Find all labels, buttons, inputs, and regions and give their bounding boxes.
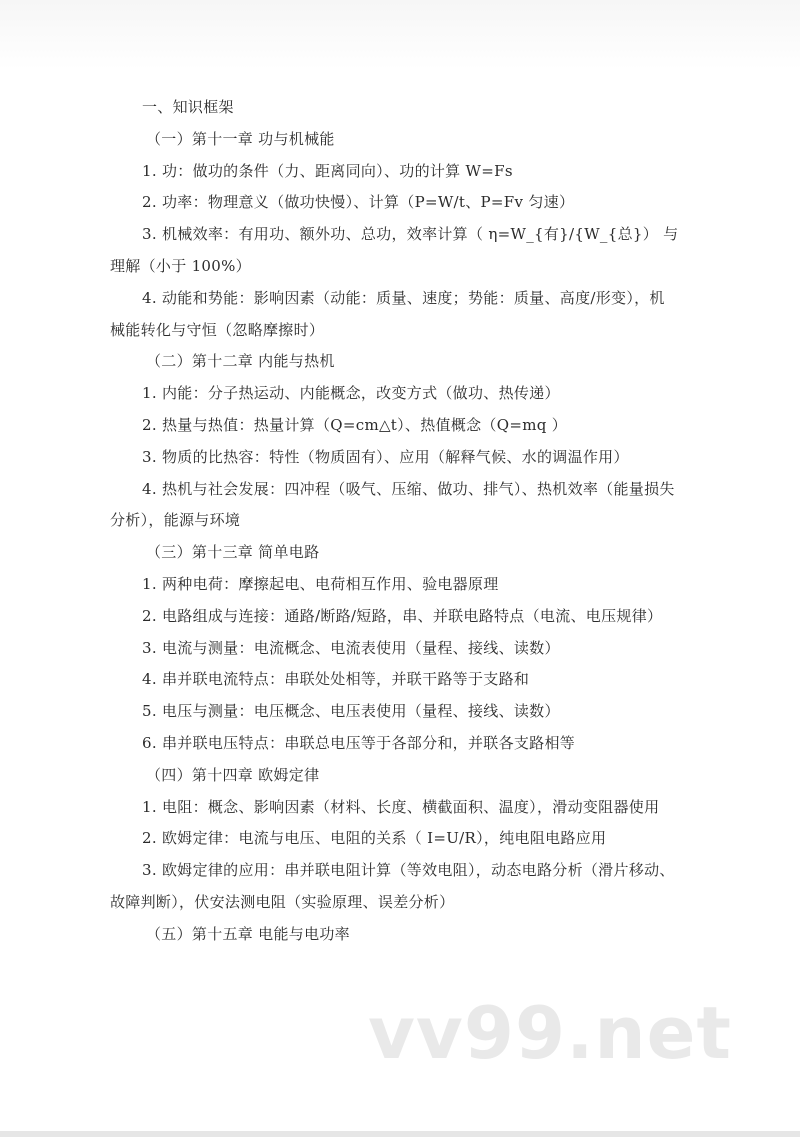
- page-bottom-edge: [0, 1131, 800, 1137]
- chapter-title: （三）第十三章 简单电路: [146, 543, 320, 562]
- chapter-title: （四）第十四章 欧姆定律: [146, 765, 320, 784]
- list-item: 3. 电流与测量：电流概念、电流表使用（量程、接线、读数）: [142, 638, 560, 657]
- list-item: 2. 电路组成与连接：通路/断路/短路，串、并联电路特点（电流、电压规律）: [142, 606, 663, 625]
- list-item: 4. 热机与社会发展：四冲程（吸气、压缩、做功、排气）、热机效率（能量损失分析），能源与环境: [110, 479, 675, 530]
- list-item: 1. 功：做功的条件（力、距离同向）、功的计算 W=Fs: [142, 161, 513, 180]
- list-item: 2. 欧姆定律：电流与电压、电阻的关系（ I=U/R），纯电阻电路应用: [142, 829, 607, 848]
- list-item: 3. 机械效率：有用功、额外功、总功，效率计算（ η=W_{有}/{W_{总}） 与理解（小于 100%）: [110, 225, 679, 275]
- list-item: 1. 内能：分子热运动、内能概念，改变方式（做功、热传递）: [142, 384, 560, 403]
- chapter-title: （二）第十二章 内能与热机: [146, 352, 335, 371]
- list-item: 6. 串并联电压特点：串联总电压等于各部分和，并联各支路相等: [142, 733, 576, 752]
- list-item: 5. 电压与测量：电压概念、电压表使用（量程、接线、读数）: [142, 702, 560, 721]
- top-shade: [0, 0, 800, 70]
- chapter-title: （五）第十五章 电能与电功率: [146, 924, 350, 943]
- list-item: 3. 物质的比热容：特性（物质固有）、应用（解释气候、水的调温作用）: [142, 447, 629, 466]
- list-item: 1. 电阻：概念、影响因素（材料、长度、横截面积、温度），滑动变阻器使用: [142, 797, 660, 816]
- list-item: 3. 欧姆定律的应用：串并联电阻计算（等效电阻），动态电路分析（滑片移动、故障判断），伏安法测电阻（实验原理、误差分析）: [110, 861, 675, 911]
- list-item: 1. 两种电荷：摩擦起电、电荷相互作用、验电器原理: [142, 574, 499, 593]
- list-item: 4. 串并联电流特点：串联处处相等，并联干路等于支路和: [142, 670, 530, 689]
- chapter-title: （一）第十一章 功与机械能: [146, 129, 335, 148]
- list-item: 2. 功率：物理意义（做功快慢）、计算（P=W/t、P=Fv 匀速）: [142, 193, 575, 212]
- document-body: [110, 92, 680, 951]
- list-item: 4. 动能和势能：影响因素（动能：质量、速度；势能：质量、高度/形变），机械能转化与守恒（忽略摩擦时）: [110, 288, 665, 339]
- watermark: vv99.net: [368, 991, 732, 1075]
- section-heading: 一、知识框架: [142, 98, 234, 116]
- list-item: 2. 热量与热值：热量计算（Q=cm△t）、热值概念（Q=mq ）: [142, 415, 567, 434]
